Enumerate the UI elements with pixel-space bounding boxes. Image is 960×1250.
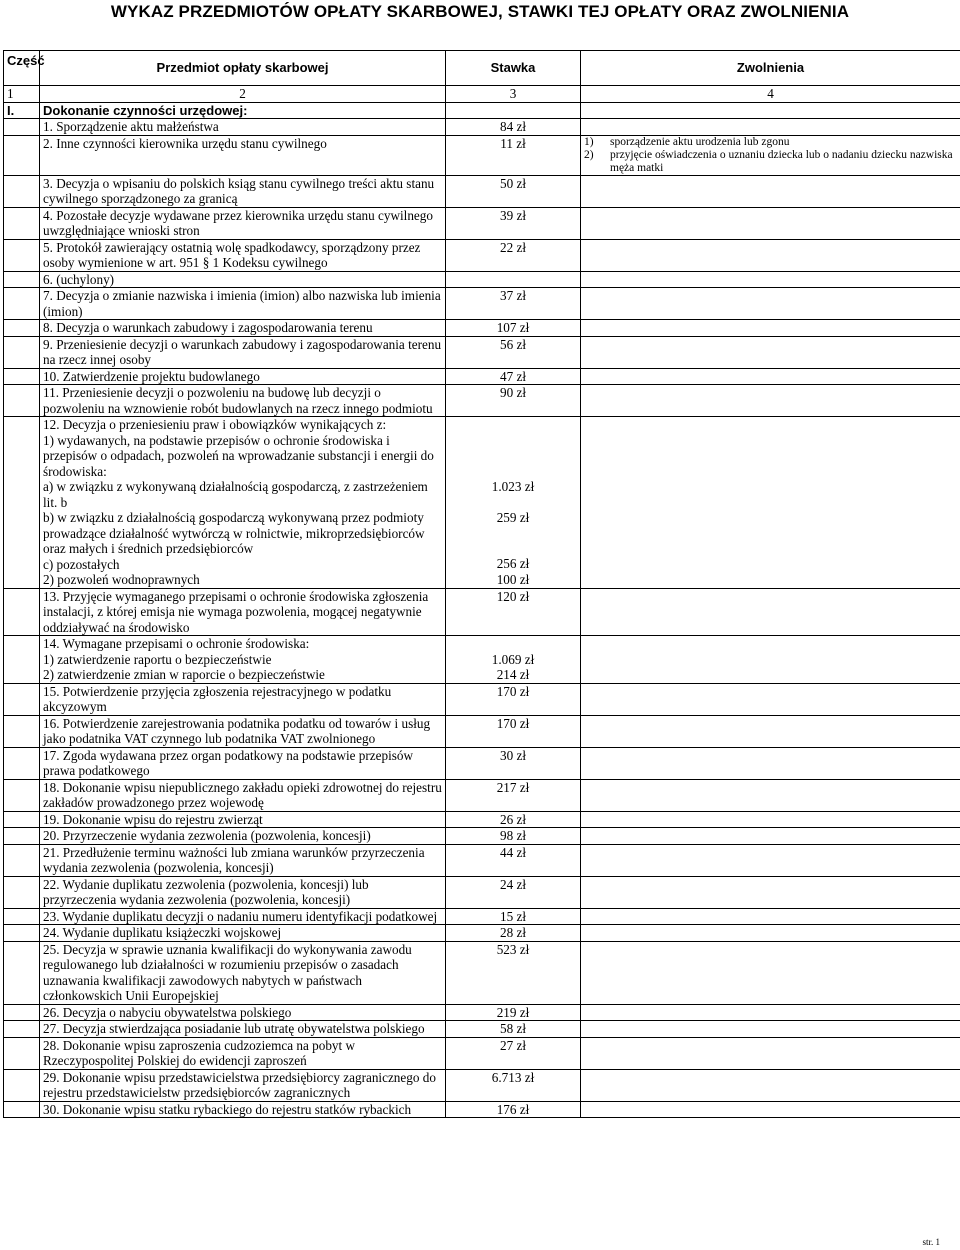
empty-cell [4, 1101, 40, 1118]
empty-cell [4, 1037, 40, 1069]
row14-a-rate: 1.069 zł [491, 651, 535, 667]
empty-cell [4, 779, 40, 811]
row12-a-rate: 1.023 zł [491, 479, 535, 494]
item-rate: 523 zł [446, 941, 581, 1004]
item-text: 16. Potwierdzenie zarejestrowania podatnika podatku od towarów i usług jako podatnika VAT czynnego lub podatnika VAT zwolnionego [40, 715, 446, 747]
empty-cell [581, 908, 960, 925]
empty-cell [581, 1021, 960, 1038]
item-rate: 98 zł [446, 828, 581, 845]
item-text: 26. Decyzja o nabyciu obywatelstwa polskiego [40, 1004, 446, 1021]
column-number: 2 [40, 86, 446, 103]
exemption-number: 2) [584, 148, 594, 161]
empty-cell [4, 336, 40, 368]
item-rate: 24 zł [446, 876, 581, 908]
row12-b: b) w związku z działalnością gospodarczą wykonywaną przez podmioty prowadzące działalność wytwórczą w rolnictwie, mikroprzedsiębiorców oraz małych i średnich przedsiębiorców [43, 510, 425, 556]
exemption-text: sporządzenie aktu urodzenia lub zgonu [610, 135, 790, 148]
empty-cell [4, 175, 40, 207]
empty-cell [4, 135, 40, 175]
empty-cell [581, 271, 960, 288]
spacer [449, 636, 577, 652]
section-number: I. [4, 102, 40, 119]
table-row [4, 941, 960, 1004]
item-text: 20. Przyrzeczenie wydania zezwolenia (pozwolenia, koncesji) [40, 828, 446, 845]
table-row [4, 844, 960, 876]
table-row-14 [4, 636, 960, 684]
table-row [4, 368, 960, 385]
item-rate: 27 zł [446, 1037, 581, 1069]
empty-cell [581, 1004, 960, 1021]
empty-cell [581, 1037, 960, 1069]
item-rate: 58 zł [446, 1021, 581, 1038]
item-text: 13. Przyjęcie wymaganego przepisami o ochronie środowiska zgłoszenia instalacji, z której emisja nie wymaga pozwolenia, mogącej negatywnie oddziaływać na środowisko [40, 588, 446, 636]
spacer [449, 417, 577, 479]
table-row [4, 908, 960, 925]
row12-b-rate: 259 zł [496, 510, 530, 525]
row12-a: a) w związku z wykonywaną działalnością gospodarczą, z zastrzeżeniem lit. b [43, 479, 428, 510]
table-row [4, 715, 960, 747]
empty-cell [4, 811, 40, 828]
item-text: 11. Przeniesienie decyzji o pozwoleniu na budowę lub decyzji o pozwoleniu na wznowienie robót budowlanych na rzecz innego podmiotu [40, 385, 446, 417]
table-row [4, 135, 960, 175]
empty-cell [4, 385, 40, 417]
item-text: 21. Przedłużenie terminu ważności lub zmiana warunków przyrzeczenia wydania zezwolenia (pozwolenia, koncesji) [40, 844, 446, 876]
empty-cell [581, 368, 960, 385]
empty-cell [581, 811, 960, 828]
header-subject: Przedmiot opłaty skarbowej [40, 51, 446, 86]
item-text [40, 636, 446, 684]
row12-line1: 1) wydawanych, na podstawie przepisów o ochronie środowiska i przepisów o odpadach, pozwoleń na wprowadzanie substancji i energii do środowiska: [43, 432, 434, 479]
item-rate [446, 271, 581, 288]
empty-cell [4, 588, 40, 636]
empty-cell [4, 747, 40, 779]
exemption-number: 1) [584, 135, 594, 148]
column-number-row [4, 86, 960, 103]
column-number: 1 [4, 86, 40, 103]
empty-cell [4, 908, 40, 925]
item-rate: 120 zł [446, 588, 581, 636]
item-text: 10. Zatwierdzenie projektu budowlanego [40, 368, 446, 385]
fee-table [3, 50, 960, 1118]
item-rate: 176 zł [446, 1101, 581, 1118]
empty-cell [4, 119, 40, 136]
table-row [4, 320, 960, 337]
header-exemptions: Zwolnienia [581, 51, 960, 86]
empty-cell [446, 102, 581, 119]
empty-cell [581, 288, 960, 320]
empty-cell [581, 175, 960, 207]
exemption-item [584, 136, 957, 149]
empty-cell [4, 925, 40, 942]
table-row [4, 1004, 960, 1021]
item-text: 24. Wydanie duplikatu książeczki wojskowej [40, 925, 446, 942]
empty-cell [4, 844, 40, 876]
empty-cell [4, 1004, 40, 1021]
empty-cell [581, 747, 960, 779]
table-row [4, 1037, 960, 1069]
empty-cell [581, 1069, 960, 1101]
empty-cell [4, 207, 40, 239]
row14-a: 1) zatwierdzenie raportu o bezpieczeństwie [43, 651, 272, 667]
item-text: 19. Dokonanie wpisu do rejestru zwierząt [40, 811, 446, 828]
table-row [4, 925, 960, 942]
empty-cell [4, 715, 40, 747]
empty-cell [4, 636, 40, 684]
empty-cell [581, 925, 960, 942]
empty-cell [581, 417, 960, 589]
empty-cell [581, 876, 960, 908]
table-row [4, 811, 960, 828]
item-text: 30. Dokonanie wpisu statku rybackiego do rejestru statków rybackich [40, 1101, 446, 1118]
empty-cell [4, 1021, 40, 1038]
item-text: 29. Dokonanie wpisu przedstawicielstwa przedsiębiorcy zagranicznego do rejestru przedstawicielstw przedsiębiorców zagranicznych [40, 1069, 446, 1101]
item-rate: 56 zł [446, 336, 581, 368]
table-row [4, 336, 960, 368]
item-rate: 90 zł [446, 385, 581, 417]
item-rate: 84 zł [446, 119, 581, 136]
item-text: 8. Decyzja o warunkach zabudowy i zagospodarowania terenu [40, 320, 446, 337]
empty-cell [4, 368, 40, 385]
empty-cell [581, 715, 960, 747]
empty-cell [4, 828, 40, 845]
table-row [4, 683, 960, 715]
empty-cell [4, 239, 40, 271]
row12-intro: 12. Decyzja o przeniesieniu praw i obowiązków wynikających z: [43, 417, 387, 432]
empty-cell [581, 1101, 960, 1118]
exemptions-cell [581, 135, 960, 175]
empty-cell [4, 288, 40, 320]
empty-cell [581, 320, 960, 337]
empty-cell [4, 941, 40, 1004]
row14-b-rate: 214 zł [496, 667, 530, 682]
item-rate: 39 zł [446, 207, 581, 239]
empty-cell [4, 1069, 40, 1101]
empty-cell [581, 636, 960, 684]
item-rate: 15 zł [446, 908, 581, 925]
table-row [4, 207, 960, 239]
header-part: Część [4, 51, 40, 86]
empty-cell [581, 828, 960, 845]
empty-cell [581, 683, 960, 715]
empty-cell [581, 588, 960, 636]
empty-cell [581, 779, 960, 811]
item-text: 4. Pozostałe decyzje wydawane przez kierownika urzędu stanu cywilnego uwzględniające wnioski stron [40, 207, 446, 239]
item-rate [446, 417, 581, 589]
item-text: 17. Zgoda wydawana przez organ podatkowy na podstawie przepisów prawa podatkowego [40, 747, 446, 779]
header-row [4, 51, 960, 86]
item-rate: 50 zł [446, 175, 581, 207]
column-number: 4 [581, 86, 960, 103]
empty-cell [4, 417, 40, 589]
item-rate: 6.713 zł [446, 1069, 581, 1101]
header-rate: Stawka [446, 51, 581, 86]
item-rate: 30 zł [446, 747, 581, 779]
item-rate: 22 zł [446, 239, 581, 271]
empty-cell [581, 941, 960, 1004]
item-text: 25. Decyzja w sprawie uznania kwalifikacji do wykonywania zawodu regulowanego lub działalności w rozumieniu przepisów o zasadach uznawania kwalifikacji zawodowych nabytych w państwach członkowskich Unii Europejskiej [40, 941, 446, 1004]
item-rate: 107 zł [446, 320, 581, 337]
item-rate: 170 zł [446, 683, 581, 715]
column-number: 3 [446, 86, 581, 103]
empty-cell [4, 271, 40, 288]
item-text: 23. Wydanie duplikatu decyzji o nadaniu numeru identyfikacji podatkowej [40, 908, 446, 925]
table-row [4, 271, 960, 288]
item-text: 18. Dokonanie wpisu niepublicznego zakładu opieki zdrowotnej do rejestru zakładów prowadzonego przez wojewodę [40, 779, 446, 811]
empty-cell [581, 844, 960, 876]
row12-c-rate: 256 zł [496, 556, 530, 571]
item-text: 27. Decyzja stwierdzająca posiadanie lub utratę obywatelstwa polskiego [40, 1021, 446, 1038]
row14-b: 2) zatwierdzenie zmian w raporcie o bezpieczeństwie [43, 667, 325, 682]
row12-d-rate: 100 zł [496, 571, 530, 587]
item-text [40, 417, 446, 589]
table-row [4, 288, 960, 320]
empty-cell [581, 239, 960, 271]
item-text: 5. Protokół zawierający ostatnią wolę spadkodawcy, sporządzony przez osoby wymienione w art. 951 § 1 Kodeksu cywilnego [40, 239, 446, 271]
item-text: 9. Przeniesienie decyzji o warunkach zabudowy i zagospodarowania terenu na rzecz innej osoby [40, 336, 446, 368]
item-rate: 26 zł [446, 811, 581, 828]
empty-cell [581, 385, 960, 417]
item-text: 3. Decyzja o wpisaniu do polskich ksiąg stanu cywilnego treści aktu stanu cywilnego sporządzonego za granicą [40, 175, 446, 207]
page-number: str. 1 [922, 1237, 940, 1247]
item-rate: 44 zł [446, 844, 581, 876]
item-text: 28. Dokonanie wpisu zaproszenia cudzoziemca na pobyt w Rzeczypospolitej Polskiej do ewidencji zaproszeń [40, 1037, 446, 1069]
row12-d: 2) pozwoleń wodnoprawnych [43, 572, 200, 587]
exemptions-list [584, 136, 957, 175]
empty-cell [4, 320, 40, 337]
table-row [4, 239, 960, 271]
item-rate: 37 zł [446, 288, 581, 320]
table-row [4, 119, 960, 136]
item-text: 1. Sporządzenie aktu małżeństwa [40, 119, 446, 136]
empty-cell [4, 683, 40, 715]
item-text: 15. Potwierdzenie przyjęcia zgłoszenia rejestracyjnego w podatku akcyzowym [40, 683, 446, 715]
empty-cell [581, 336, 960, 368]
item-text: 7. Decyzja o zmianie nazwiska i imienia (imion) albo nazwiska lub imienia (imion) [40, 288, 446, 320]
document-title: WYKAZ PRZEDMIOTÓW OPŁATY SKARBOWEJ, STAWKI TEJ OPŁATY ORAZ ZWOLNIENIA [110, 2, 850, 21]
table-row [4, 828, 960, 845]
table-row [4, 1101, 960, 1118]
item-text: 2. Inne czynności kierownika urzędu stanu cywilnego [40, 135, 446, 175]
item-rate [446, 636, 581, 684]
empty-cell [581, 119, 960, 136]
section-row [4, 102, 960, 119]
exemption-text: przyjęcie oświadczenia o uznaniu dziecka lub o nadaniu dziecku nazwiska męża matki [610, 148, 953, 174]
item-rate: 217 zł [446, 779, 581, 811]
table-row [4, 588, 960, 636]
empty-cell [4, 876, 40, 908]
item-rate: 11 zł [446, 135, 581, 175]
row12-c: c) pozostałych [43, 556, 120, 572]
table-row [4, 385, 960, 417]
table-row-12 [4, 417, 960, 589]
item-rate: 28 zł [446, 925, 581, 942]
table-row [4, 779, 960, 811]
exemption-item [584, 149, 957, 175]
item-text: 22. Wydanie duplikatu zezwolenia (pozwolenia, koncesji) lub przyrzeczenia wydania zezwolenia (pozwolenia, koncesji) [40, 876, 446, 908]
item-rate: 47 zł [446, 368, 581, 385]
table-row [4, 747, 960, 779]
table-row [4, 1021, 960, 1038]
section-label: Dokonanie czynności urzędowej: [40, 102, 446, 119]
item-rate: 219 zł [446, 1004, 581, 1021]
empty-cell [581, 207, 960, 239]
table-row [4, 876, 960, 908]
item-text: 6. (uchylony) [40, 271, 446, 288]
item-rate: 170 zł [446, 715, 581, 747]
table-row [4, 1069, 960, 1101]
empty-cell [581, 102, 960, 119]
row14-intro: 14. Wymagane przepisami o ochronie środowiska: [43, 636, 310, 651]
table-row [4, 175, 960, 207]
